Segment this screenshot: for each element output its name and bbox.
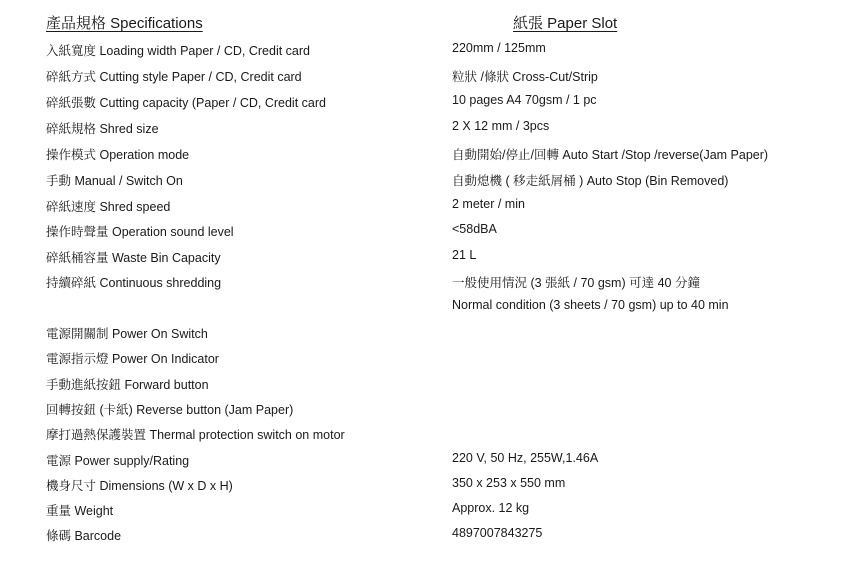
spec-label: 條碼 Barcode (46, 529, 122, 543)
spec-label: 操作時聲量 Operation sound level (46, 225, 234, 239)
spec-label: 電源開關制 Power On Switch (46, 327, 208, 341)
spec-value: Approx. 12 kg (452, 501, 530, 515)
spec-label: 機身尺寸 Dimensions (W x D x H) (46, 479, 233, 493)
spec-value: 自動熄機 ( 移走紙屑桶 ) Auto Stop (Bin Removed) (452, 174, 729, 188)
spec-row (0, 324, 863, 344)
spec-value: 220 V, 50 Hz, 255W,1.46A (452, 451, 599, 465)
spec-label: 電源指示燈 Power On Indicator (46, 352, 219, 366)
spec-row (0, 197, 863, 217)
spec-label: 碎紙規格 Shred size (46, 122, 159, 136)
spec-value: 2 X 12 mm / 3pcs (452, 119, 550, 133)
spec-row (0, 222, 863, 242)
spec-row-continuation (0, 298, 863, 318)
spec-row (0, 476, 863, 496)
spec-row (0, 400, 863, 420)
spec-label: 手動 Manual / Switch On (46, 174, 183, 188)
spec-row (0, 451, 863, 471)
spec-row (0, 375, 863, 395)
spec-value: 2 meter / min (452, 197, 525, 211)
spec-value: <58dBA (452, 222, 497, 236)
spec-value: 350 x 253 x 550 mm (452, 476, 566, 490)
spec-label: 電源 Power supply/Rating (46, 454, 190, 468)
spec-label: 回轉按鈕 (卡紙) Reverse button (Jam Paper) (46, 403, 294, 417)
spec-value: 粒狀 /條狀 Cross-Cut/Strip (452, 70, 598, 84)
spec-label: 碎紙方式 Cutting style Paper / CD, Credit card (46, 70, 302, 84)
spec-value: Normal condition (3 sheets / 70 gsm) up to 40 min (452, 298, 729, 312)
spec-label: 入紙寬度 Loading width Paper / CD, Credit card (46, 44, 310, 58)
spec-row (0, 145, 863, 165)
spec-row (0, 41, 863, 61)
spec-label: 重量 Weight (46, 504, 114, 518)
spec-value: 220mm / 125mm (452, 41, 546, 55)
spec-label: 持續碎紙 Continuous shredding (46, 276, 222, 290)
spec-label: 碎紙張數 Cutting capacity (Paper / CD, Credit card (46, 96, 326, 110)
spec-label: 操作模式 Operation mode (46, 148, 190, 162)
paper-slot-heading: 紙張 Paper Slot (513, 15, 618, 32)
spec-label: 手動進紙按鈕 Forward button (46, 378, 209, 392)
spec-value: 10 pages A4 70gsm / 1 pc (452, 93, 597, 107)
spec-row (0, 171, 863, 191)
spec-label: 摩打過熱保護裝置 Thermal protection switch on motor (46, 428, 345, 442)
spec-label: 碎紙桶容量 Waste Bin Capacity (46, 251, 221, 265)
spec-row (0, 273, 863, 293)
spec-value: 4897007843275 (452, 526, 543, 540)
spec-row (0, 349, 863, 369)
specifications-heading: 產品規格 Specifications (46, 15, 203, 32)
spec-row (0, 93, 863, 113)
spec-row (0, 248, 863, 268)
spec-value: 21 L (452, 248, 477, 262)
spec-row (0, 119, 863, 139)
spec-row (0, 501, 863, 521)
spec-label: 碎紙速度 Shred speed (46, 200, 171, 214)
spec-value: 自動開始/停止/回轉 Auto Start /Stop /reverse(Jam Paper) (452, 148, 769, 162)
spec-row (0, 67, 863, 87)
spec-row (0, 425, 863, 445)
spec-value: 一般使用情況 (3 張紙 / 70 gsm) 可達 40 分鐘 (452, 276, 700, 290)
spec-row (0, 526, 863, 546)
